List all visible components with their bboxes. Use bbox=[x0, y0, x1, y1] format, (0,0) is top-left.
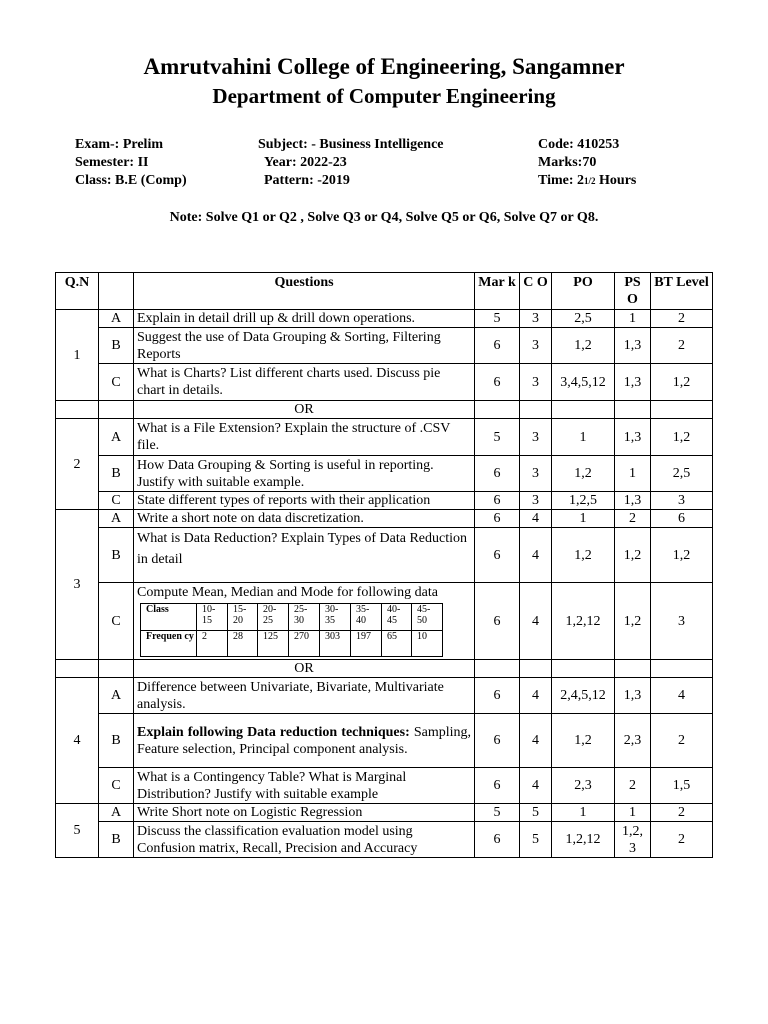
bt-cell: 6 bbox=[651, 510, 713, 528]
po-cell: 2,4,5,12 bbox=[552, 678, 615, 714]
question-text: What is a File Extension? Explain the structure of .CSV file. bbox=[134, 419, 475, 456]
co-cell: 3 bbox=[520, 456, 552, 492]
table-row bbox=[56, 328, 713, 364]
or-row bbox=[56, 401, 713, 419]
frequency-value: 270 bbox=[289, 631, 320, 657]
frequency-value: 197 bbox=[351, 631, 382, 657]
pso-cell: 1,3 bbox=[615, 678, 651, 714]
question-cell bbox=[134, 714, 475, 768]
marks-cell: 6 bbox=[475, 528, 520, 583]
pso-cell: 1,2 bbox=[615, 583, 651, 660]
pso-cell: 1 bbox=[615, 456, 651, 492]
bt-cell: 2 bbox=[651, 328, 713, 364]
question-cell bbox=[134, 583, 475, 660]
class-interval: 35- 40 bbox=[351, 604, 382, 631]
exam-label: Exam-: Prelim bbox=[75, 137, 163, 152]
class-interval: 40- 45 bbox=[382, 604, 412, 631]
sub-question: B bbox=[99, 528, 134, 583]
marks-cell: 5 bbox=[475, 310, 520, 328]
co-cell: 4 bbox=[520, 678, 552, 714]
table-row bbox=[56, 456, 713, 492]
question-text-bold: Explain following Data reduction techniques: bbox=[137, 724, 410, 740]
qn-header: Q.N bbox=[56, 273, 99, 310]
class-label: Class bbox=[141, 604, 197, 631]
bt-cell: 1,2 bbox=[651, 419, 713, 456]
po-cell: 1,2,12 bbox=[552, 583, 615, 660]
marks-header: Mar k bbox=[475, 273, 520, 310]
co-cell: 4 bbox=[520, 583, 552, 660]
marks-cell: 6 bbox=[475, 714, 520, 768]
question-text: Compute Mean, Median and Mode for following data bbox=[137, 585, 438, 600]
class-interval: 45- 50 bbox=[412, 604, 443, 631]
table-row bbox=[56, 364, 713, 401]
question-number: 5 bbox=[56, 804, 99, 858]
po-header: PO bbox=[552, 273, 615, 310]
sub-question: A bbox=[99, 804, 134, 822]
question-text: State different types of reports with their application bbox=[134, 492, 475, 510]
time-unit: Hours bbox=[595, 173, 637, 188]
table-row bbox=[56, 510, 713, 528]
college-title: Amrutvahini College of Engineering, Sangamner bbox=[143, 54, 625, 79]
frequency-row bbox=[141, 631, 443, 657]
department-title: Department of Computer Engineering bbox=[212, 84, 556, 108]
po-cell: 1,2 bbox=[552, 528, 615, 583]
bt-cell: 4 bbox=[651, 678, 713, 714]
pso-header: PS O bbox=[615, 273, 651, 310]
class-interval: 10- 15 bbox=[197, 604, 228, 631]
marks-cell: 6 bbox=[475, 456, 520, 492]
co-cell: 3 bbox=[520, 310, 552, 328]
marks-cell: 6 bbox=[475, 328, 520, 364]
or-label: OR bbox=[134, 401, 475, 419]
table-row bbox=[56, 583, 713, 660]
sub-question: B bbox=[99, 714, 134, 768]
marks-cell: 6 bbox=[475, 822, 520, 858]
sub-question: B bbox=[99, 456, 134, 492]
question-text: Discuss the classification evaluation model using Confusion matrix, Recall, Precision and Accuracy bbox=[134, 822, 475, 858]
table-row bbox=[56, 419, 713, 456]
co-cell: 4 bbox=[520, 528, 552, 583]
po-cell: 1,2 bbox=[552, 328, 615, 364]
time-fraction: 1/2 bbox=[584, 176, 596, 186]
co-cell: 4 bbox=[520, 510, 552, 528]
co-cell: 3 bbox=[520, 419, 552, 456]
table-row bbox=[56, 528, 713, 583]
instructions-note: Note: Solve Q1 or Q2 , Solve Q3 or Q4, Solve Q5 or Q6, Solve Q7 or Q8. bbox=[169, 210, 599, 225]
po-cell: 1 bbox=[552, 510, 615, 528]
marks-cell: 5 bbox=[475, 419, 520, 456]
year-label: Year: 2022-23 bbox=[264, 155, 347, 170]
pso-cell: 1,2 bbox=[615, 528, 651, 583]
time-value: Time: 2 bbox=[538, 173, 585, 188]
pso-cell: 1 bbox=[615, 804, 651, 822]
table-row bbox=[56, 804, 713, 822]
sub-question: C bbox=[99, 364, 134, 401]
po-cell: 1,2,5 bbox=[552, 492, 615, 510]
pso-cell: 2 bbox=[615, 510, 651, 528]
class-interval: 30- 35 bbox=[320, 604, 351, 631]
pso-cell: 2 bbox=[615, 768, 651, 804]
marks-cell: 6 bbox=[475, 364, 520, 401]
or-row bbox=[56, 660, 713, 678]
co-cell: 3 bbox=[520, 364, 552, 401]
co-header: C O bbox=[520, 273, 552, 310]
co-cell: 5 bbox=[520, 804, 552, 822]
frequency-value: 2 bbox=[197, 631, 228, 657]
bt-cell: 2 bbox=[651, 714, 713, 768]
bt-cell: 1,5 bbox=[651, 768, 713, 804]
co-cell: 3 bbox=[520, 328, 552, 364]
bt-header: BT Level bbox=[651, 273, 713, 310]
pso-cell: 1,3 bbox=[615, 492, 651, 510]
bt-cell: 1,2 bbox=[651, 528, 713, 583]
pso-cell: 1 bbox=[615, 310, 651, 328]
table-row bbox=[56, 714, 713, 768]
marks-cell: 6 bbox=[475, 492, 520, 510]
pso-cell: 1,3 bbox=[615, 419, 651, 456]
table-row bbox=[56, 822, 713, 858]
sub-question: C bbox=[99, 768, 134, 804]
sub-header bbox=[99, 273, 134, 310]
bt-cell: 2 bbox=[651, 804, 713, 822]
or-label: OR bbox=[134, 660, 475, 678]
question-text: What is Charts? List different charts used. Discuss pie chart in details. bbox=[134, 364, 475, 401]
sub-question: C bbox=[99, 583, 134, 660]
marks-cell: 6 bbox=[475, 583, 520, 660]
frequency-table bbox=[140, 603, 443, 657]
time-label bbox=[538, 173, 636, 189]
question-number: 1 bbox=[56, 310, 99, 401]
pso-cell: 2,3 bbox=[615, 714, 651, 768]
co-cell: 3 bbox=[520, 492, 552, 510]
question-table bbox=[55, 272, 713, 858]
question-text: Write a short note on data discretization. bbox=[134, 510, 475, 528]
bt-cell: 2 bbox=[651, 310, 713, 328]
frequency-value: 10 bbox=[412, 631, 443, 657]
question-text: Write Short note on Logistic Regression bbox=[134, 804, 475, 822]
bt-cell: 2 bbox=[651, 822, 713, 858]
pso-cell: 1,3 bbox=[615, 364, 651, 401]
sub-question: C bbox=[99, 492, 134, 510]
question-text: What is Data Reduction? Explain Types of Data Reduction in detail bbox=[134, 528, 475, 583]
co-cell: 5 bbox=[520, 822, 552, 858]
sub-question: A bbox=[99, 310, 134, 328]
bt-cell: 2,5 bbox=[651, 456, 713, 492]
frequency-value: 28 bbox=[228, 631, 258, 657]
po-cell: 1 bbox=[552, 419, 615, 456]
code-label: Code: 410253 bbox=[538, 137, 620, 152]
sub-question: B bbox=[99, 822, 134, 858]
bt-cell: 3 bbox=[651, 583, 713, 660]
table-row bbox=[56, 310, 713, 328]
bt-cell: 3 bbox=[651, 492, 713, 510]
question-text: Explain in detail drill up & drill down operations. bbox=[134, 310, 475, 328]
pso-cell: 1,3 bbox=[615, 328, 651, 364]
class-row bbox=[141, 604, 443, 631]
pattern-label: Pattern: -2019 bbox=[264, 173, 350, 188]
frequency-label: Frequen cy bbox=[141, 631, 197, 657]
marks-cell: 6 bbox=[475, 510, 520, 528]
po-cell: 1 bbox=[552, 804, 615, 822]
frequency-value: 125 bbox=[258, 631, 289, 657]
question-number: 4 bbox=[56, 678, 99, 804]
table-row bbox=[56, 678, 713, 714]
question-text: What is a Contingency Table? What is Marginal Distribution? Justify with suitable example bbox=[134, 768, 475, 804]
question-number: 3 bbox=[56, 510, 99, 660]
po-cell: 1,2 bbox=[552, 714, 615, 768]
marks-cell: 6 bbox=[475, 768, 520, 804]
header-row bbox=[56, 273, 713, 310]
po-cell: 3,4,5,12 bbox=[552, 364, 615, 401]
question-text: How Data Grouping & Sorting is useful in reporting. Justify with suitable example. bbox=[134, 456, 475, 492]
question-number: 2 bbox=[56, 419, 99, 510]
class-interval: 25- 30 bbox=[289, 604, 320, 631]
co-cell: 4 bbox=[520, 768, 552, 804]
table-row bbox=[56, 492, 713, 510]
sub-question: A bbox=[99, 678, 134, 714]
question-text: Difference between Univariate, Bivariate, Multivariate analysis. bbox=[134, 678, 475, 714]
pso-cell: 1,2, 3 bbox=[615, 822, 651, 858]
sub-question: B bbox=[99, 328, 134, 364]
marks-cell: 5 bbox=[475, 804, 520, 822]
question-text: Sampling, Feature selection, Principal component analysis. bbox=[137, 724, 471, 757]
frequency-value: 303 bbox=[320, 631, 351, 657]
class-interval: 15- 20 bbox=[228, 604, 258, 631]
sub-question: A bbox=[99, 419, 134, 456]
sub-question: A bbox=[99, 510, 134, 528]
table-row bbox=[56, 768, 713, 804]
semester-label: Semester: II bbox=[75, 155, 149, 170]
question-text: Suggest the use of Data Grouping & Sorting, Filtering Reports bbox=[134, 328, 475, 364]
class-interval: 20- 25 bbox=[258, 604, 289, 631]
marks-label: Marks:70 bbox=[538, 155, 597, 170]
questions-header: Questions bbox=[134, 273, 475, 310]
po-cell: 1,2,12 bbox=[552, 822, 615, 858]
subject-label: Subject: - Business Intelligence bbox=[258, 137, 444, 152]
po-cell: 2,5 bbox=[552, 310, 615, 328]
po-cell: 2,3 bbox=[552, 768, 615, 804]
co-cell: 4 bbox=[520, 714, 552, 768]
class-label: Class: B.E (Comp) bbox=[75, 173, 187, 188]
marks-cell: 6 bbox=[475, 678, 520, 714]
frequency-value: 65 bbox=[382, 631, 412, 657]
bt-cell: 1,2 bbox=[651, 364, 713, 401]
po-cell: 1,2 bbox=[552, 456, 615, 492]
